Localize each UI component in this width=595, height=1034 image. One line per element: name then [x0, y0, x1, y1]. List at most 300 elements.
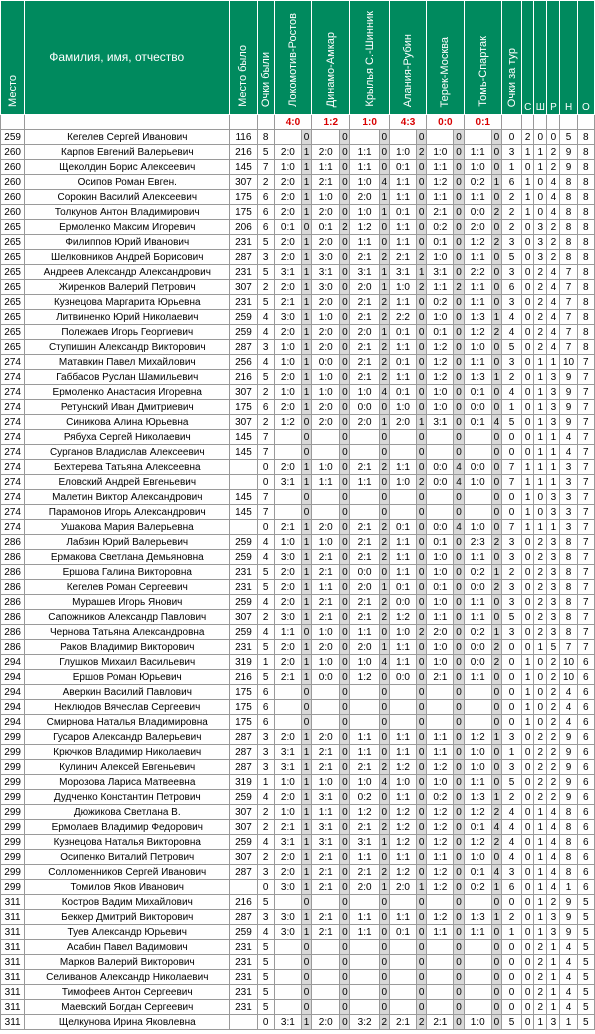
stat-o-cell: 8: [577, 250, 594, 265]
stat-sh-cell: 2: [534, 550, 547, 565]
points-were-cell: 7: [257, 160, 274, 175]
prediction-cell: 0:0: [427, 460, 454, 475]
stat-sh-cell: 2: [534, 325, 547, 340]
stat-r-cell: 2: [547, 700, 560, 715]
prediction-points-cell: 0: [340, 175, 350, 190]
prediction-cell: [312, 490, 340, 505]
stat-s-cell: 0: [522, 310, 534, 325]
prediction-cell: 0:0: [389, 670, 416, 685]
place-cell: 260: [1, 160, 25, 175]
table-row: [1, 820, 595, 835]
stat-s-cell: 1: [522, 520, 534, 535]
prediction-cell: 3:0: [274, 310, 301, 325]
header-round-points: Очки за тур: [501, 1, 521, 115]
prediction-points-cell: 0: [417, 385, 427, 400]
prediction-points-cell: 1: [302, 340, 312, 355]
stat-sh-cell: 1: [534, 820, 547, 835]
stat-r-cell: 2: [547, 250, 560, 265]
table-row: [1, 730, 595, 745]
prediction-cell: 1:2: [389, 865, 416, 880]
prediction-points-cell: 1: [302, 250, 312, 265]
place-was-cell: 175: [230, 715, 257, 730]
place-was-cell: [230, 520, 257, 535]
prediction-cell: 0:2: [427, 790, 454, 805]
table-row: [1, 745, 595, 760]
prediction-points-cell: 0: [379, 940, 389, 955]
prediction-points-cell: 0: [454, 640, 464, 655]
prediction-cell: 1:2: [427, 820, 454, 835]
prediction-points-cell: 0: [340, 190, 350, 205]
stat-o-cell: 8: [577, 160, 594, 175]
prediction-cell: 1:0: [427, 310, 454, 325]
table-row: [1, 1000, 595, 1015]
prediction-points-cell: 0: [454, 745, 464, 760]
table-row: [1, 775, 595, 790]
stat-sh-cell: 1: [534, 145, 547, 160]
match-score: 4:3: [389, 115, 426, 130]
stat-r-cell: 3: [547, 595, 560, 610]
stat-n-cell: 9: [560, 910, 577, 925]
prediction-cell: 1:0: [312, 310, 340, 325]
prediction-cell: 2:0: [312, 415, 340, 430]
prediction-points-cell: 0: [491, 250, 501, 265]
place-cell: 299: [1, 805, 25, 820]
prediction-cell: 2:0: [312, 340, 340, 355]
prediction-points-cell: 0: [454, 670, 464, 685]
match-score: 0:1: [464, 115, 501, 130]
prediction-points-cell: 4: [454, 460, 464, 475]
stat-s-cell: 0: [522, 940, 534, 955]
prediction-points-cell: 0: [379, 400, 389, 415]
prediction-points-cell: 0: [417, 205, 427, 220]
prediction-points-cell: 0: [491, 295, 501, 310]
prediction-cell: 1:0: [312, 625, 340, 640]
prediction-cell: 1:1: [464, 295, 491, 310]
prediction-points-cell: 2: [417, 250, 427, 265]
points-were-cell: 5: [257, 145, 274, 160]
prediction-cell: 2:1: [350, 550, 379, 565]
place-cell: 299: [1, 865, 25, 880]
stat-sh-cell: 2: [534, 625, 547, 640]
prediction-cell: 1:2: [427, 370, 454, 385]
stat-s-cell: 0: [522, 790, 534, 805]
prediction-points-cell: 0: [491, 160, 501, 175]
header-stat-s: С: [522, 1, 534, 115]
prediction-cell: 1:1: [389, 295, 416, 310]
prediction-cell: 1:1: [427, 745, 454, 760]
stat-n-cell: 8: [560, 550, 577, 565]
prediction-cell: [312, 985, 340, 1000]
prediction-points-cell: 1: [302, 580, 312, 595]
stat-sh-cell: 1: [534, 430, 547, 445]
prediction-points-cell: 0: [454, 835, 464, 850]
name-cell: Парамонов Игорь Александрович: [25, 505, 230, 520]
table-row: [1, 850, 595, 865]
stat-sh-cell: 0: [534, 490, 547, 505]
stat-r-cell: 3: [547, 910, 560, 925]
stat-n-cell: 9: [560, 145, 577, 160]
place-cell: 294: [1, 685, 25, 700]
stat-r-cell: 1: [547, 985, 560, 1000]
prediction-cell: [312, 1000, 340, 1015]
prediction-points-cell: 0: [417, 895, 427, 910]
prediction-points-cell: 0: [340, 685, 350, 700]
prediction-cell: 0:0: [464, 460, 491, 475]
name-cell: Туев Александр Юрьевич: [25, 925, 230, 940]
prediction-cell: 1:1: [389, 220, 416, 235]
header-match-2: Динамо-Амкар: [312, 1, 350, 115]
round-points-cell: 0: [501, 895, 521, 910]
prediction-points-cell: 0: [417, 850, 427, 865]
table-row: [1, 235, 595, 250]
place-cell: 286: [1, 610, 25, 625]
prediction-points-cell: 0: [454, 700, 464, 715]
stat-n-cell: 3: [560, 520, 577, 535]
stat-r-cell: 3: [547, 370, 560, 385]
stat-s-cell: 0: [522, 250, 534, 265]
name-cell: Габбасов Руслан Шамильевич: [25, 370, 230, 385]
prediction-cell: [350, 430, 379, 445]
prediction-points-cell: 0: [491, 385, 501, 400]
prediction-points-cell: 0: [491, 130, 501, 145]
prediction-points-cell: 1: [302, 745, 312, 760]
prediction-points-cell: 0: [491, 925, 501, 940]
prediction-cell: 1:2: [389, 835, 416, 850]
stat-n-cell: 8: [560, 805, 577, 820]
prediction-cell: 2:0: [312, 235, 340, 250]
stat-n-cell: 8: [560, 565, 577, 580]
prediction-points-cell: 0: [417, 970, 427, 985]
name-cell: Синикова Алина Юрьевна: [25, 415, 230, 430]
round-points-cell: 3: [501, 760, 521, 775]
prediction-points-cell: 0: [454, 760, 464, 775]
prediction-cell: 2:0: [274, 790, 301, 805]
place-cell: 311: [1, 985, 25, 1000]
prediction-cell: [274, 895, 301, 910]
name-cell: Ушакова Мария Валерьевна: [25, 520, 230, 535]
name-cell: Смирнова Наталья Владимировна: [25, 715, 230, 730]
stat-r-cell: 2: [547, 670, 560, 685]
place-was-cell: 287: [230, 250, 257, 265]
prediction-points-cell: 0: [454, 325, 464, 340]
stat-sh-cell: 0: [534, 130, 547, 145]
prediction-cell: 1:2: [427, 175, 454, 190]
round-points-cell: 3: [501, 595, 521, 610]
stat-r-cell: 4: [547, 205, 560, 220]
prediction-points-cell: 0: [302, 130, 312, 145]
points-were-cell: 5: [257, 265, 274, 280]
place-cell: 286: [1, 595, 25, 610]
prediction-cell: 0:0: [389, 595, 416, 610]
prediction-points-cell: 2: [417, 475, 427, 490]
prediction-points-cell: 0: [340, 430, 350, 445]
prediction-cell: 1:2: [427, 835, 454, 850]
stat-r-cell: 1: [547, 520, 560, 535]
place-cell: 311: [1, 1015, 25, 1030]
stat-s-cell: 0: [522, 1000, 534, 1015]
prediction-points-cell: 0: [417, 925, 427, 940]
prediction-points-cell: 2: [417, 280, 427, 295]
stat-n-cell: 8: [560, 220, 577, 235]
name-cell: Шелковников Андрей Борисович: [25, 250, 230, 265]
prediction-points-cell: 1: [302, 925, 312, 940]
stat-n-cell: 4: [560, 700, 577, 715]
prediction-points-cell: 0: [340, 580, 350, 595]
stat-sh-cell: 3: [534, 235, 547, 250]
prediction-points-cell: 2: [417, 625, 427, 640]
header-place: Место: [1, 1, 25, 115]
prediction-cell: 2:0: [350, 580, 379, 595]
prediction-points-cell: 0: [454, 535, 464, 550]
points-were-cell: 4: [257, 325, 274, 340]
place-was-cell: 175: [230, 685, 257, 700]
prediction-cell: [350, 985, 379, 1000]
stat-sh-cell: 3: [534, 250, 547, 265]
prediction-points-cell: 0: [491, 490, 501, 505]
stat-sh-cell: 1: [534, 400, 547, 415]
name-cell: Сапожников Александр Павлович: [25, 610, 230, 625]
place-was-cell: 287: [230, 865, 257, 880]
prediction-cell: 2:0: [274, 325, 301, 340]
points-were-cell: 4: [257, 355, 274, 370]
prediction-cell: 1:1: [350, 625, 379, 640]
prediction-points-cell: 4: [379, 775, 389, 790]
place-cell: 265: [1, 265, 25, 280]
round-points-cell: 3: [501, 235, 521, 250]
prediction-points-cell: 0: [454, 355, 464, 370]
name-cell: Сорокин Василий Алексеевич: [25, 190, 230, 205]
prediction-cell: 2:0: [312, 325, 340, 340]
prediction-points-cell: 0: [417, 715, 427, 730]
prediction-points-cell: 0: [340, 610, 350, 625]
stat-s-cell: 0: [522, 745, 534, 760]
prediction-cell: [389, 490, 416, 505]
prediction-points-cell: 0: [302, 490, 312, 505]
stat-o-cell: 5: [577, 925, 594, 940]
prediction-cell: 1:1: [427, 190, 454, 205]
prediction-points-cell: 1: [302, 370, 312, 385]
place-cell: 299: [1, 790, 25, 805]
stat-s-cell: 0: [522, 955, 534, 970]
prediction-cell: 1:1: [427, 925, 454, 940]
prediction-cell: [312, 430, 340, 445]
stat-o-cell: 7: [577, 580, 594, 595]
stat-sh-cell: 0: [534, 685, 547, 700]
prediction-cell: [389, 715, 416, 730]
table-row: [1, 295, 595, 310]
name-cell: Карпов Евгений Валерьевич: [25, 145, 230, 160]
header-match-5: Терек-Москва: [427, 1, 464, 115]
place-cell: 274: [1, 415, 25, 430]
prediction-points-cell: 4: [491, 415, 501, 430]
prediction-points-cell: 1: [302, 175, 312, 190]
points-were-cell: 2: [257, 805, 274, 820]
stat-o-cell: 6: [577, 655, 594, 670]
table-row: [1, 580, 595, 595]
round-points-cell: 0: [501, 130, 521, 145]
prediction-points-cell: 0: [417, 220, 427, 235]
points-were-cell: 7: [257, 430, 274, 445]
stat-o-cell: 7: [577, 370, 594, 385]
prediction-cell: 1:0: [274, 805, 301, 820]
stat-n-cell: 4: [560, 430, 577, 445]
place-was-cell: 145: [230, 430, 257, 445]
prediction-cell: 2:1: [350, 310, 379, 325]
place-cell: 265: [1, 280, 25, 295]
points-were-cell: 3: [257, 730, 274, 745]
table-row: [1, 1015, 595, 1030]
prediction-cell: [274, 700, 301, 715]
stat-s-cell: 0: [522, 400, 534, 415]
prediction-cell: [427, 505, 454, 520]
prediction-cell: 2:0: [274, 235, 301, 250]
stat-sh-cell: 1: [534, 880, 547, 895]
name-cell: Дюжикова Светлана В.: [25, 805, 230, 820]
prediction-cell: 2:0: [274, 640, 301, 655]
prediction-cell: 3:0: [274, 610, 301, 625]
prediction-cell: [464, 685, 491, 700]
prediction-cell: 1:2: [464, 235, 491, 250]
place-was-cell: 231: [230, 970, 257, 985]
prediction-cell: [350, 700, 379, 715]
prediction-points-cell: 0: [491, 715, 501, 730]
place-was-cell: 287: [230, 730, 257, 745]
points-were-cell: 5: [257, 370, 274, 385]
prediction-cell: 0:0: [464, 580, 491, 595]
name-cell: Ершов Роман Юрьевич: [25, 670, 230, 685]
prediction-cell: 1:1: [427, 850, 454, 865]
stat-o-cell: 6: [577, 670, 594, 685]
stat-o-cell: 8: [577, 145, 594, 160]
round-points-cell: 2: [501, 790, 521, 805]
stat-n-cell: 9: [560, 745, 577, 760]
stat-n-cell: 10: [560, 355, 577, 370]
stat-sh-cell: 2: [534, 310, 547, 325]
prediction-points-cell: 1: [379, 835, 389, 850]
prediction-points-cell: 2: [417, 1015, 427, 1030]
stat-sh-cell: 2: [534, 1000, 547, 1015]
prediction-cell: [427, 715, 454, 730]
place-was-cell: 287: [230, 760, 257, 775]
stat-r-cell: 2: [547, 160, 560, 175]
prediction-points-cell: 0: [454, 175, 464, 190]
round-points-cell: 0: [501, 985, 521, 1000]
prediction-points-cell: 0: [379, 505, 389, 520]
place-cell: 311: [1, 1000, 25, 1015]
prediction-cell: 0:1: [389, 325, 416, 340]
points-were-cell: 4: [257, 535, 274, 550]
prediction-cell: 0:1: [427, 235, 454, 250]
points-were-cell: 5: [257, 985, 274, 1000]
prediction-points-cell: 0: [379, 145, 389, 160]
prediction-cell: 1:1: [389, 190, 416, 205]
prediction-points-cell: 1: [302, 595, 312, 610]
prediction-points-cell: 0: [491, 970, 501, 985]
stat-n-cell: 3: [560, 505, 577, 520]
prediction-cell: 0:0: [464, 400, 491, 415]
prediction-points-cell: 0: [379, 805, 389, 820]
prediction-points-cell: 0: [454, 385, 464, 400]
prediction-cell: 1:0: [389, 400, 416, 415]
prediction-points-cell: 4: [379, 385, 389, 400]
prediction-points-cell: 0: [454, 985, 464, 1000]
prediction-cell: 1:1: [427, 160, 454, 175]
prediction-points-cell: 2: [379, 520, 389, 535]
prediction-cell: 0:2: [427, 220, 454, 235]
stat-r-cell: 2: [547, 220, 560, 235]
header-stat-sh: Ш: [534, 1, 547, 115]
stat-sh-cell: 1: [534, 460, 547, 475]
stat-n-cell: 8: [560, 850, 577, 865]
prediction-cell: 0:1: [464, 865, 491, 880]
stat-o-cell: 6: [577, 880, 594, 895]
prediction-points-cell: 1: [302, 310, 312, 325]
stat-o-cell: 6: [577, 715, 594, 730]
prediction-points-cell: 0: [491, 670, 501, 685]
place-cell: 274: [1, 430, 25, 445]
table-row: [1, 475, 595, 490]
stat-n-cell: 7: [560, 640, 577, 655]
prediction-cell: 2:1: [312, 880, 340, 895]
prediction-cell: 2:0: [274, 655, 301, 670]
prediction-cell: 2:0: [350, 415, 379, 430]
empty-cell: [560, 115, 577, 130]
prediction-points-cell: 2: [379, 295, 389, 310]
name-cell: Ретунский Иван Дмитриевич: [25, 400, 230, 415]
round-points-cell: 0: [501, 490, 521, 505]
prediction-cell: 3:0: [312, 280, 340, 295]
prediction-points-cell: 1: [302, 655, 312, 670]
stat-n-cell: 4: [560, 970, 577, 985]
prediction-cell: 2:0: [274, 190, 301, 205]
name-cell: Беккер Дмитрий Викторович: [25, 910, 230, 925]
prediction-cell: 1:1: [389, 910, 416, 925]
prediction-cell: [389, 505, 416, 520]
stat-o-cell: 6: [577, 865, 594, 880]
table-row: [1, 430, 595, 445]
place-was-cell: 175: [230, 400, 257, 415]
stat-sh-cell: 3: [534, 220, 547, 235]
points-were-cell: 1: [257, 775, 274, 790]
points-were-cell: 5: [257, 955, 274, 970]
prediction-cell: 3:0: [312, 250, 340, 265]
place-was-cell: 231: [230, 265, 257, 280]
prediction-cell: 1:0: [312, 775, 340, 790]
round-points-cell: 3: [501, 295, 521, 310]
place-was-cell: 307: [230, 610, 257, 625]
prediction-cell: 1:0: [464, 475, 491, 490]
points-were-cell: 3: [257, 340, 274, 355]
stat-o-cell: 8: [577, 220, 594, 235]
stat-o-cell: 7: [577, 505, 594, 520]
stat-s-cell: 0: [522, 370, 534, 385]
prediction-cell: 2:0: [274, 400, 301, 415]
prediction-points-cell: 0: [417, 370, 427, 385]
points-were-cell: 2: [257, 850, 274, 865]
place-cell: 294: [1, 655, 25, 670]
points-were-cell: 7: [257, 490, 274, 505]
stat-s-cell: 1: [522, 655, 534, 670]
prediction-cell: 1:1: [312, 580, 340, 595]
prediction-cell: [274, 685, 301, 700]
place-cell: 265: [1, 310, 25, 325]
round-points-cell: 7: [501, 520, 521, 535]
points-were-cell: 0: [257, 880, 274, 895]
prediction-cell: [312, 715, 340, 730]
prediction-cell: 1:1: [350, 730, 379, 745]
prediction-points-cell: 0: [340, 700, 350, 715]
prediction-points-cell: 0: [491, 895, 501, 910]
